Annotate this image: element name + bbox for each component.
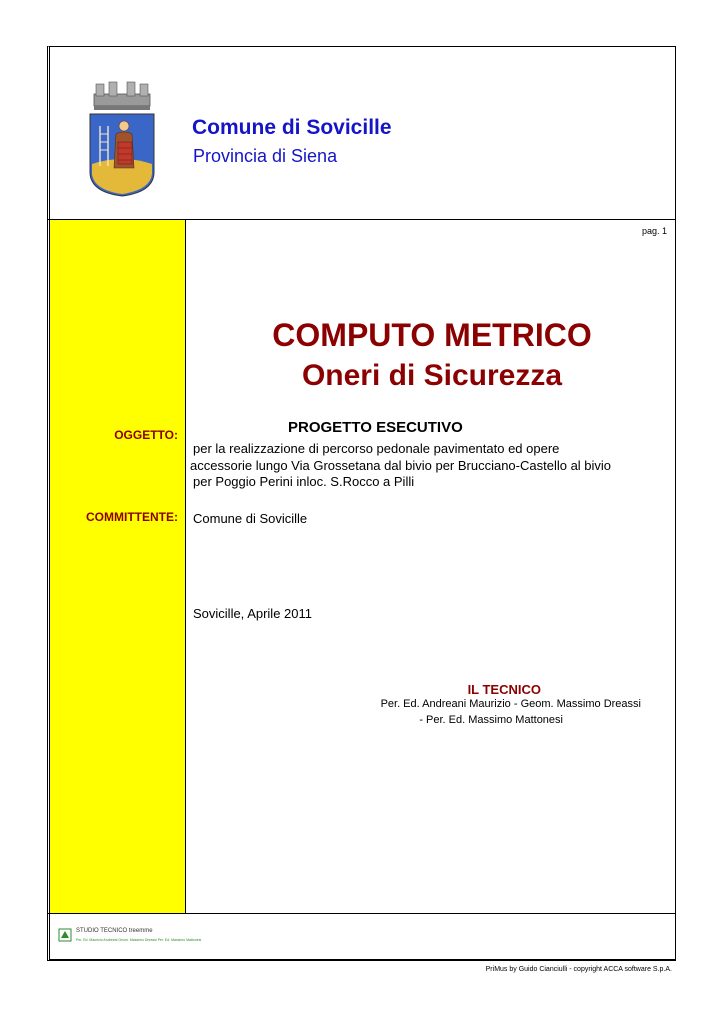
technician-heading: IL TECNICO [467,682,541,697]
municipal-crest-icon [84,76,160,198]
document-subtitle: Oneri di Sicurezza [301,359,563,392]
label-column [50,220,186,913]
oggetto-line: per Poggio Perini inloc. S.Rocco a Pilli [193,474,415,489]
technician-names-line1: Per. Ed. Andreani Maurizio - Geom. Massimo Dreassi [380,698,641,710]
place-date: Sovicille, Aprile 2011 [193,606,312,621]
studio-logo-icon [58,928,72,942]
committente-value: Comune di Sovicille [193,511,308,526]
oggetto-line: per la realizzazione di percorso pedonale pavimentato ed opere [193,441,560,456]
municipality-name: Comune di Sovicille [192,116,392,139]
technician-names-line2: - Per. Ed. Massimo Mattonesi [419,714,563,726]
oggetto-line: accessorie lungo Via Grossetana dal bivio per Brucciano-Castello al bivio [190,457,612,473]
oggetto-label: OGGETTO: [114,428,178,442]
studio-members: Per. Ed. Maurizio Andreani Geom. Massimo Dreassi Per. Ed. Massimo Mattonesi [76,938,202,942]
committente-label: COMMITTENTE: [86,510,178,524]
project-heading: PROGETTO ESECUTIVO [288,419,463,436]
studio-name: STUDIO TECNICO treemme [76,928,153,934]
studio-stamp [58,926,218,950]
software-credit: PriMus by Guido Cianciulli - copyright ACCA software S.p.A. [485,966,672,973]
province-name: Provincia di Siena [193,146,338,166]
document-title: COMPUTO METRICO [272,317,592,353]
footer-divider [47,913,676,914]
oggetto-description [190,441,611,491]
page-number: pag. 1 [641,226,667,236]
